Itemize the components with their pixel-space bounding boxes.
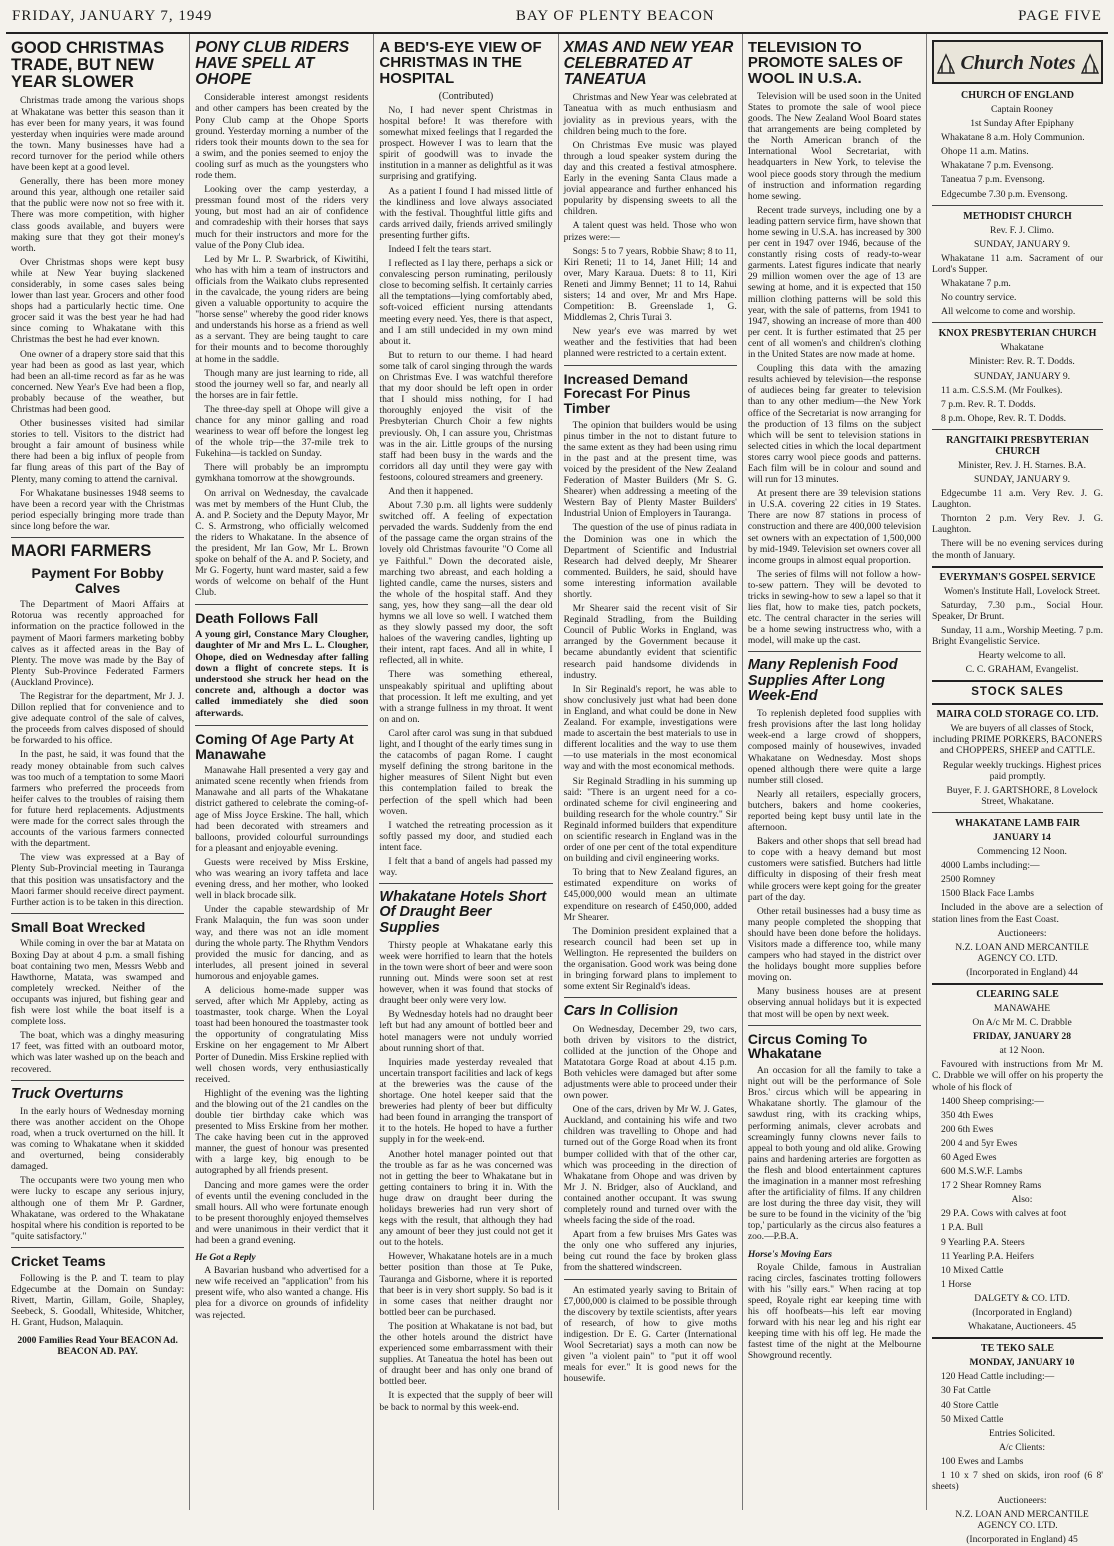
article-paragraph: Inquiries made yesterday revealed that uncertain transport facilities and lack of kegs at the breweries was the cause of the shortage. One hotel keeper said that the breweries had plenty of beer but difficulty had been found in arranging the transport of it to the hotels. He hoped to have a further supply in for the week-end. — [379, 1056, 553, 1146]
article-paragraph: Considerable interest amongst residents and other campers has been created by the Pony Club camp at the Ohope Sports ground. Yesterday morning a number of the riders took their mounts down to the sea for a swim, and the ponies seemed to enjoy the cooling surf as much as the youngsters who rode them. — [195, 92, 369, 182]
article-paragraph: Manawahe Hall presented a very gay and animated scene recently when friends from Manawahe and all parts of the Whakatane district gathered to celebrate the coming-of-age of Miss Joyce Erskine. The hall, which had been decorated with streamers and balloons, provided colourful surroundings for a pleasant and enjoyable evening. — [195, 765, 369, 854]
article-paragraph: The Department of Maori Affairs at Rotorua was recently approached for information on the practice followed in the payment of Maori farmers marketing bobby calves as it affected areas in the Bay of Plenty. The move was made by the Bay of Plenty Sub-Province Federated Farmers (Auckland Province). — [11, 599, 185, 688]
ad-line: We are buyers of all classes of Stock, including PRIME PORKERS, BACONERS and CHOPPERS, SHEEP and CATTLE. — [932, 723, 1103, 757]
column-3 — [374, 34, 558, 1510]
service-line: There will be no evening services during the month of January. — [932, 538, 1104, 561]
service-line: Ohope 11 a.m. Matins. — [941, 146, 1029, 158]
clearing-sale-time: at 12 Noon. — [999, 1045, 1045, 1057]
divider — [932, 680, 1103, 682]
ad-line: 200 6th Ewes — [941, 1123, 994, 1135]
article-paragraph: The Registrar for the department, Mr J. J. Dillon replied that for convenience and to give adequate control of the sale of calves, the proceeds from calves disposed of should be forwarded to his office. — [11, 691, 185, 747]
article-paragraph: There will probably be an impromptu gymkhana tomorrow at the showgrounds. — [195, 462, 369, 485]
service-line: Women's Institute Hall, Lovelock Street. — [944, 585, 1101, 597]
divider — [932, 812, 1103, 813]
article-paragraph: However, Whakatane hotels are in a much better position than those at Te Puke, Tauranga and Gisborne, where it is reported that beer is in very short supply. So bad is it in some cases that neither draught nor bottled beer can be purchased. — [379, 1251, 553, 1318]
article-paragraph: The three-day spell at Ohope will give a chance for any minor galling and road weariness to wear off before the longest leg of the whole trip—the 37-mile trek to Fukehina—is tackled on Sunday. — [195, 403, 369, 460]
divider — [564, 1279, 737, 1280]
article-paragraph: Nearly all retailers, especially grocers, butchers, bakers and home cookeries, reported being kept busy until late in the afternoon. — [747, 788, 922, 834]
article-paragraph: I felt that a band of angels had passed my way. — [379, 855, 553, 879]
knox-heading: KNOX PRESBYTERIAN CHURCH — [938, 328, 1097, 340]
article-paragraph: The Dominion president explained that a research council had been set up in Wellington. He represented the builders on the organisation. Good work was being done in bringing forward plans to implement to some extent Sir Reginald's ideas. — [563, 925, 737, 993]
lamb-fair-ad — [932, 860, 1103, 978]
column-5 — [743, 34, 927, 1510]
divider — [195, 725, 368, 726]
ad-line: Buyer, F. J. GARTSHORE, 8 Lovelock Street, Whakatane. — [946, 784, 1098, 807]
ad-line: 40 Store Cattle — [941, 1399, 999, 1411]
byline: (Contributed) — [438, 90, 494, 102]
service-line: No country service. — [941, 292, 1017, 304]
article-paragraph: Highlight of the evening was the lighting and the blowing out of the 21 candles on the double tier birthday cake which was presented to Miss Erskine from her mother. The cake having been cut in the approved manner, the guest of honour was presented with a large key, big enough to be autographed by all friends present. — [195, 1087, 369, 1177]
te-teko-sale-date: MONDAY, JANUARY 10 — [969, 1357, 1075, 1369]
ad-line: 29 P.A. Cows with calves at foot — [941, 1208, 1067, 1220]
ad-line: Regular weekly truckings. Highest prices paid promptly. — [942, 759, 1102, 782]
service-line: SUNDAY, JANUARY 9. — [973, 370, 1071, 382]
columns — [6, 34, 1108, 1546]
column-1 — [6, 34, 190, 1510]
clearing-sale-date: FRIDAY, JANUARY 28 — [973, 1031, 1072, 1043]
clearing-sale-sub: On A/c Mr M. C. Drabble — [972, 1017, 1072, 1029]
te-teko-sale-ad — [932, 1371, 1103, 1545]
divider — [748, 651, 921, 652]
article-paragraph: The view was expressed at a Bay of Plenty Sub-Provincial meeting in Tauranga that this position was unsatisfactory and the Maori farmer should receive direct payment. Further action is to be taken in this direction. — [11, 852, 185, 908]
column-church-notes — [927, 34, 1108, 1546]
service-line: SUNDAY, JANUARY 9. — [973, 473, 1071, 485]
ad-line: (Incorporated in England) — [972, 1307, 1072, 1319]
divider — [932, 703, 1103, 705]
clearing-sale-title: CLEARING SALE — [976, 988, 1059, 1000]
divider — [379, 883, 552, 884]
headline-xmas-taneatua: XMAS AND NEW YEAR CELEBRATED AT TANEATUA — [563, 39, 734, 88]
lamb-fair-time: Commencing 12 Noon. — [977, 846, 1067, 858]
stock-sales-heading: STOCK SALES — [971, 686, 1064, 699]
divider — [932, 983, 1103, 985]
article-paragraph: Christmas trade among the various shops at Whakatane was better this season than it has ever been for many years, it was found yesterday when inquiries were made around the town. Many businesses have had a record turnover for the period while others have been kept at a good level. — [11, 95, 185, 174]
headline-hotels-beer: Whakatane Hotels Short Of Draught Beer Supplies — [379, 889, 547, 936]
headline-maori-farmers: MAORI FARMERS — [11, 542, 152, 561]
article-paragraph: Following is the P. and T. team to play Edgecumbe at the Domain on Sunday: Rivett, Martin, Gillam, Goile, Shapley, Seebeck, S. Goodall, Whiteside, Whitcher, H. Grant, Hudson, Malaquin. — [11, 1272, 185, 1328]
service-line: Whakatane 11 a.m. Sacrament of our Lord's Supper. — [932, 252, 1104, 275]
rangitaiki-services — [932, 460, 1103, 561]
cold-storage-ad — [932, 723, 1103, 807]
ad-line: 100 Ewes and Lambs — [941, 1455, 1024, 1467]
article-paragraph: On Wednesday, December 29, two cars, both driven by visitors to the district, collided at the junction of the Ohope and Matatotara Gorge Road at about 4.15 p.m. Both vehicles were damaged but after some adjustments were able to proceed under their own power. — [563, 1023, 737, 1102]
article-paragraph: As a patient I found I had missed little of the kindliness and love always associated with the festival. Thoughtful little gifts and cards arrived daily, friends arrived smilingly presenting further gifts. — [379, 185, 553, 241]
article-paragraph: Many business houses are at present observing annual holidays but it is expected that most will be open by next week. — [747, 986, 922, 1020]
article-paragraph: One of the cars, driven by Mr W. J. Gates, Auckland, and containing his wife and two children was travelling to Ohope and had turned out of the Gorge Road when its front bumper collided with that of the other car, which was proceeding in the direction of Whakatane from Ohope and was driven by Mr J. N. Bridger, also of Auckland, and contained another occupant. It was swung completely round and turned over with the wheels facing the side of the road. — [563, 1104, 737, 1227]
headline-cars-in-collision: Cars In Collision — [563, 1003, 679, 1020]
article-paragraph: No, I had never spent Christmas in hospital before! It was therefore with somewhat mixed feelings that I regarded the prospect. However I was to learn that the spirit of goodwill was to invade the institution in a manner as delightful as it was surprising and gratifying. — [379, 104, 553, 183]
ad-line: 50 Mixed Cattle — [941, 1413, 1004, 1425]
article-paragraph: About 7.30 p.m. all lights were suddenly switched off. A feeling of expectation pervaded the wards. Suddenly from the end of the passage came the organ strains of the lovely old Christmas favourite "O Come all ye Faithful." Down the decorated aisle, marching two abreast, and each holding a lighted candle, came the nurses, sisters and the whole of the hospital staff. And they sang, yes, how they sang—all the dear old hymns we all love so well. I watched them as they slowly passed my door, the soft haloes of the wavering candles, lighting up their intent, rapt faces. And all in white, I reflected, all in white. — [379, 500, 553, 667]
church-notes-title: Church Notes — [960, 52, 1076, 74]
column-2 — [190, 34, 374, 1510]
knox-location: Whakatane — [1000, 342, 1044, 354]
ad-line: 120 Head Cattle including:— — [941, 1371, 1055, 1383]
article-paragraph: A Bavarian husband who advertised for a new wife received an "application" from his present wife, who also wanted a change. His plea for a divorce on grounds of infidelity was rejected. — [195, 1265, 369, 1321]
article-paragraph: In Sir Reginald's report, he was able to show conclusively just what had been done in England, and what could be done in New Zealand. For example, investigations were made to ascertain the best materials to use in different localities and the way to use them—to use materials in the most economical way and with the most economical methods. — [563, 683, 737, 773]
article-paragraph: Though many are just learning to ride, all stood the journey well so far, and nearly all the horses are in fair fettle. — [195, 367, 369, 401]
article-paragraph: At present there are 39 television stations in U.S.A. covering 22 cities in 19 States. There are now 87 stations in process of construction and there are 400,000 television set owners with an expectation of 1,500,000 by mid-1949. Television set owners cover all income groups in almost equal proportion. — [747, 488, 922, 566]
rangitaiki-heading: RANGITAIKI PRESBYTERIAN CHURCH — [946, 434, 1089, 457]
column-4 — [559, 34, 743, 1510]
methodist-heading: METHODIST CHURCH — [963, 210, 1072, 222]
article-paragraph: The position at Whakatane is not bad, but the other hotels around the district have experienced some embarrassment with their supplies. At Taneatua the hotel has been out of draught beer and has only one brand of bottled beer. — [379, 1320, 553, 1388]
service-line: Taneatua 7 p.m. Evensong. — [941, 174, 1045, 186]
masthead — [6, 6, 1108, 34]
ad-line: A/c Clients: — [998, 1441, 1046, 1453]
article-paragraph: Television will be used soon in the United States to promote the sale of wool piece goods. The New Zealand Wool Board states that arrangements are being completed by the North American branch of the International Wool Secretariat, with headquarters in New York, to televise the wool piece goods story through the medium of instruction and information regarding home sewing. — [747, 90, 922, 202]
article-paragraph: There was something ethereal, unspeakably spiritual and uplifting about that procession. It left me exulting, and yet with a strange fullness in my throat. It went on and on. — [379, 669, 553, 725]
service-line: C. C. GRAHAM, Evangelist. — [965, 664, 1079, 676]
ad-line: 1 Horse — [941, 1278, 972, 1290]
service-line: Minister, Rev. J. H. Starnes. B.A. — [958, 459, 1086, 471]
ad-line: 200 4 and 5yr Ewes — [941, 1137, 1018, 1149]
subheadline-bobby-calves: Payment For Bobby Calves — [31, 564, 164, 596]
masthead-title: BAY OF PLENTY BEACON — [515, 8, 715, 24]
ad-line: (Incorporated in England) 44 — [966, 966, 1078, 978]
article-paragraph: Sir Reginald Stradling in his summing up said: "There is an urgent need for a co-ordinated scheme for civil engineering and building research for the whole country." Sir Reginald informed builders that expenditure on scientific research in England was in the order of one per cent of the total expenditure on building and civil engineering works. — [563, 775, 737, 865]
everyman-heading: EVERYMAN'S GOSPEL SERVICE — [939, 571, 1096, 583]
divider — [564, 365, 737, 366]
clearing-sale-ad — [932, 1059, 1103, 1332]
service-line: Rev. F. J. Climo. — [990, 224, 1054, 236]
article-paragraph: The boat, which was a dinghy measuring 17 feet, was fitted with an outboard motor, which was later washed up on the beach and recovered. — [11, 1030, 185, 1075]
ad-line: 10 Mixed Cattle — [941, 1264, 1004, 1276]
divider — [195, 604, 368, 605]
headline-coming-of-age: Coming Of Age Party At Manawahe — [195, 730, 354, 762]
service-line: 1st Sunday After Epiphany — [970, 118, 1074, 130]
ad-line: Auctioneers: — [997, 1495, 1047, 1507]
cold-storage-ad-title: MAIRA COLD STORAGE CO. LTD. — [936, 709, 1099, 721]
ad-line: 600 M.S.W.F. Lambs — [941, 1166, 1023, 1178]
article-paragraph: To bring that to New Zealand figures, an estimated expenditure on works of £45,000,000 would mean an ultimate expenditure on research of £450,000, added Mr Shearer. — [563, 867, 737, 923]
ad-line: DALGETY & CO. LTD. — [974, 1292, 1070, 1304]
service-line: Minister: Rev. R. T. Dodds. — [969, 356, 1075, 368]
ad-line: 1 P.A. Bull — [941, 1222, 984, 1234]
ad-line: 30 Fat Cattle — [941, 1385, 991, 1397]
headline-circus-coming: Circus Coming To Whakatane — [747, 1030, 868, 1062]
article-paragraph: An occasion for all the family to take a night out will be the performance of Sole Bros.' circus which will be appearing in Whakatane shortly. The glamour of the sawdust ring, with its cracking whips, performing animals, clever acrobats and screamingly funny clowns never fails to appeal to both young and old alike. Growing pains and hardening arteries are forgotten as the flesh and blood entertainment captures the imagination in a manner most refreshing after the artificiality of films. If any children are lost during the three day visit, they will be sure to be found in the vicinity of the 'big top,' particularly as the circus also features a zoo.—P.B.A. — [747, 1065, 922, 1243]
divider — [932, 205, 1103, 206]
ad-line: Included in the above are a selection of station lines from the East Coast. — [932, 902, 1104, 925]
article-paragraph: I reflected as I lay there, perhaps a sick or convalescing person ruminating, perilously close to becoming selfish. It certainly carries all the temptations—lying comfortably abed, soft-voiced efficient nursing attendants meeting every need. Yes, there is that aspect, and I am still undecided in my own mind about it. — [379, 258, 553, 347]
service-line: Captain Rooney — [990, 104, 1054, 115]
knox-services — [932, 356, 1103, 423]
service-line: 7 p.m. Rev. R. T. Dodds. — [941, 398, 1036, 410]
article-paragraph: Generally, there has been more money around this year, although one retailer said that the public were now not so free with it. There was more competition, with higher class goods available, and buyers were making sure that they got their money's worth. — [11, 176, 185, 254]
church-of-england-heading: CHURCH OF ENGLAND — [961, 90, 1074, 101]
church-banner-ornament-icon — [934, 45, 1102, 79]
ad-line: N.Z. LOAN AND MERCANTILE AGENCY CO. LTD. — [955, 941, 1089, 964]
headline-television-wool: TELEVISION TO PROMOTE SALES OF WOOL IN U.S.A. — [747, 39, 903, 87]
headline-pony-club: PONY CLUB RIDERS HAVE SPELL AT OHOPE — [195, 39, 350, 88]
church-notes-banner — [932, 40, 1103, 84]
service-line: SUNDAY, JANUARY 9. — [973, 238, 1071, 250]
article-paragraph: Mr Shearer said the recent visit of Sir Reginald Stradling, from the Building Council of Public Works in England, was arranged by the Government because it became abundantly evident that scientific research paid handsome dividends in industry. — [563, 603, 737, 681]
ad-line: Entries Solicited. — [988, 1427, 1056, 1439]
everyman-services — [932, 586, 1103, 676]
clearing-sale-place: MANAWAHE — [993, 1002, 1051, 1014]
service-line: Whakatane 8 a.m. Holy Communion. — [941, 132, 1085, 144]
headline-food-supplies: Many Replenish Food Supplies After Long Week-End — [747, 657, 898, 704]
headline-small-boat: Small Boat Wrecked — [11, 918, 146, 935]
headline-truck-overturns: Truck Overturns — [11, 1085, 124, 1102]
article-paragraph: Another hotel manager pointed out that the trouble as far as he was concerned was not in getting the beer to Whakatane but in getting containers to bring it in. With the huge draw on draught beer during the holidays breweries had run very short of kegs with the result, that although they had any amount of beer they just could not get it out to the hotels. — [379, 1148, 553, 1249]
ad-line: N.Z. LOAN AND MERCANTILE AGENCY CO. LTD. — [955, 1509, 1089, 1532]
headline-bed-eye-view: A BED'S-EYE VIEW OF CHRISTMAS IN THE HOSPITAL — [379, 39, 542, 87]
headline-death-follows-fall: Death Follows Fall — [195, 609, 319, 626]
ad-line: 1500 Black Face Lambs — [941, 888, 1034, 900]
lamb-fair-title: WHAKATANE LAMB FAIR — [955, 817, 1081, 829]
ad-line: Auctioneers: — [997, 927, 1047, 939]
article-paragraph: Led by Mr L. P. Swarbrick, of Kiwitihi, who has with him a team of instructors and officials from the Waikato clubs represented in the cavalcade, the young riders are being given a valuable opportunity to acquire the "horse sense" whereby the good rider knows and understands his horse as a friend as well as a servant. They are being taught to care for their mounts and to become thoroughly at home in the saddle. — [195, 253, 369, 365]
headline-cricket-teams: Cricket Teams — [11, 1252, 106, 1269]
article-paragraph: Other businesses visited had similar stories to tell. Visitors to the district had brought a fair amount of business while there had been a big influx of people from far flung areas of this part of the Bay of Plenty, many coming to attend the carnival. — [11, 418, 185, 485]
article-paragraph: It is expected that the supply of beer will be back to normal by this week-end. — [379, 1390, 553, 1413]
article-paragraph: A talent quest was held. Those who won prizes were:— — [563, 220, 737, 243]
divider — [11, 537, 184, 538]
divider — [11, 1080, 184, 1081]
article-paragraph: In the past, he said, it was found that the ready money obtainable from such calves was too much of a temptation to some Maori farmers who preferred the proceeds from heifer calves to the troubles of raising them for future herd replacements. Adjustments were made for the correct sales through the accounts of the various farmers connected with the department. — [11, 749, 185, 850]
te-teko-sale-title: TE TEKO SALE — [980, 1343, 1055, 1355]
service-line: Saturday, 7.30 p.m., Social Hour. Speaker, Dr Brunt. — [932, 599, 1104, 622]
service-line: Whakatane 7 p.m. Evensong. — [941, 160, 1054, 172]
article-paragraph: Recent trade surveys, including one by a leading pattern service firm, have shown that home sewing in U.S.A. has increased by 300 per cent in 1947 over 1946, because of the constantly rising costs of ready-to-wear garments. Latest figures indicate that nearly 29 million women over the age of 13 are sewing at home, and it is expected that 150 million clothing patterns will be sold this year, with the sale of patterns, from 1941 to 1947, showing an increase of more than 400 per cent. It is further estimated that 25 per cent of all women's and children's clothing in the United States are now made at home. — [747, 204, 922, 361]
article-paragraph: For Whakatane businesses 1948 seems to have been a record year with the Christmas period especially bringing more trade than since long before the war. — [11, 487, 185, 532]
headline-christmas-trade: GOOD CHRISTMAS TRADE, BUT NEW YEAR SLOWER — [11, 39, 165, 91]
ad-line: 9 Yearling P.A. Steers — [941, 1236, 1025, 1248]
article-paragraph: Carol after carol was sung in that subdued light, and I thought of the early times sung in the catacombs of pagan Rome. I caught myself defining the strong baritone in the higher measures of Silent Night but even this contemplation failed to break the perfection of the spell which had been woven. — [379, 727, 553, 817]
service-line: Thornton 2 p.m. Very Rev. J. G. Laughton. — [932, 513, 1104, 536]
article-paragraph: Looking over the camp yesterday, a pressman found most of the riders very young, but most had an air of confidence and comradeship with their horses that says much for their instructors and more for the value of the Pony Club idea. — [195, 184, 369, 251]
article-paragraph: The question of the use of pinus radiata in the Dominion was one in which the Department of Scientific and Industrial Research had delved deeply, Mr Shearer commented. Builders, he said, should have some interesting information available shortly. — [563, 522, 737, 601]
ad-line: 1 10 x 7 shed on skids, iron roof (6 8' sheets) — [932, 1469, 1104, 1493]
ad-line: 4000 Lambs including:— — [941, 860, 1040, 872]
article-paragraph: Coupling this data with the amazing results achieved by television—the response of audieces being far greater to television than to any other medium—the New York office of the Secretariat is now arranging for the production of 13 films on the subject which will be sent to television stations in selected cities in which the local department stores carry wool piece goods and patterns. Each film will be in colour and sound and will run for 13 minutes. — [747, 363, 922, 486]
ad-line: 11 Yearling P.A. Heifers — [941, 1250, 1034, 1262]
article-paragraph: Under the capable stewardship of Mr Frank Malaquin, the fun was soon under way, and there was not an idle moment during the whole party. The Rhythm Vendors provided the music for dancing, and as interludes, all present joined in several humorous and enjoyable games. — [195, 904, 369, 982]
article-paragraph: On arrival on Wednesday, the cavalcade was met by members of the Hunt Club, the A. and P. Society and the Deputy Mayor, Mr C. S. Armstrong, who officially welcomed the riders to Whakatane. In the absence of the president, Mr Ian Gow, Mr L. Brown spoke on behalf of the A. and P. Society, and Mr G. Fogerty, hunt ward master, said a few words of welcome on behalf of the Hunt Club. — [195, 487, 369, 599]
article-paragraph: I watched the retreating procession as it softly passed my door, and studied each intent face. — [379, 819, 553, 853]
divider — [932, 1337, 1103, 1339]
divider — [748, 1025, 921, 1026]
news-brief-bold: A young girl, Constance Mary Clougher, daughter of Mr and Mrs L. L. Clougher, Ohope, died on Wednesday after falling down a flight of concrete steps. It is understood she struck her head on the concrete and, although a doctor was called immediately she died soon afterwards. — [195, 629, 369, 719]
article-paragraph: Other retail businesses had a busy time as many people completed the shopping that should have been done before the holidays. Visitors made a difference too, while many campers who had stayed in the district over the holidays bought more supplies before moving on. — [747, 905, 922, 984]
service-line: Whakatane 7 p.m. — [941, 278, 1011, 290]
article-paragraph: Christmas and New Year was celebrated at Taneatua with as much enthusiasm and joviality as in previous years, with the children being much to the fore. — [563, 92, 737, 137]
beacon-ad: 2000 Families Read Your BEACON Ad. BEACON AD. PAY. — [17, 1336, 178, 1358]
ad-line: 350 4th Ewes — [941, 1109, 994, 1121]
article-paragraph: Over Christmas shops were kept busy while at New Year buying slackened considerably, in some cases sales being lower than last year. Grocers and other food shops had a particularly hectic time. One grocer said it was the best year he had had since coming to Whakatane with this Christmas the best he had ever known. — [11, 256, 185, 346]
article-paragraph: To replenish depleted food supplies with fresh provisions after the last long holiday week-end a large crowd of shoppers, composed mainly of housewives, invaded Whakatane on Wednesday. Most shops opened although there were quite a large number still closed. — [747, 708, 922, 786]
service-line: Hearty welcome to all. — [978, 650, 1066, 662]
article-paragraph: And then it happened. — [388, 485, 474, 497]
church-of-england-services — [932, 104, 1103, 200]
article-paragraph: Dancing and more games were the order of events until the evening concluded in the small hours. All who were fortunate enough to be present thoroughly enjoyed themselves and were unanimous in their verdict that it had been a grand evening. — [195, 1179, 369, 1247]
ad-line: Whakatane, Auctioneers. 45 — [967, 1321, 1077, 1333]
service-line: 11 a.m. C.S.S.M. (Mr Foulkes). — [941, 384, 1063, 396]
lamb-fair-date: JANUARY 14 — [993, 831, 1051, 843]
article-paragraph: Apart from a few bruises Mrs Gates was the only one who suffered any injuries, being cut round the face by broken glass from the shattered windscreen. — [563, 1229, 737, 1274]
headline-he-got-a-reply: He Got a Reply — [195, 1252, 256, 1264]
article-paragraph: Guests were received by Miss Erskine, who was wearing an ivory taffeta and lace evening dress, and her mother, who looked well in black brocade silk. — [195, 856, 369, 902]
article-paragraph: Songs: 5 to 7 years, Robbie Shaw; 8 to 11, Kiri Reneti; 11 to 14, Janet Hill; 14 and over, Mary Karaua. Duets: 8 to 11, Kiri Reneti and Jimmy Bennet; 11 to 14, Rahui sisters; 14 and over, Mr and Mrs Hape. Competition: B. Greenslade 1, G. Middlemas 2, Chris Turai 3. — [563, 245, 737, 324]
article-paragraph: Indeed I felt the tears start. — [388, 244, 492, 256]
ad-line: 17 2 Shear Romney Rams — [941, 1180, 1042, 1192]
service-line: Edgecumbe 7.30 p.m. Evensong. — [941, 188, 1068, 200]
ad-line: Favoured with instructions from Mr M. C. Drabble we will offer on his property the whole of his flock of — [932, 1059, 1104, 1093]
article-paragraph: While coming in over the bar at Matata on Boxing Day at about 4 p.m. a small fishing boat containing two men, Messrs Webb and Hawthorne, Matata, was swamped and completely wrecked. Neither of the occupants was injured, but fishing gear and fish were lost while the boat itself is a complete loss. — [11, 938, 185, 1028]
divider — [932, 566, 1103, 568]
article-paragraph: The series of films will not follow a how-to-sew pattern. They will be devoted to tricks in sewing-how to sew a lapel so that it lies flat, how to make ties, patch pockets, etc. The central character in the series will be a home sewing instructress who, with a model, will make up the cast. — [747, 568, 922, 647]
ad-line: 2500 Romney — [941, 874, 996, 886]
divider — [932, 429, 1103, 430]
article-paragraph: On Christmas Eve music was played through a loud speaker system during the day and this created a festival atmosphere. Early in the evening Santa Claus made a jovial appearance and further enhanced his popularity by dispensing sweets to all the children. — [563, 139, 737, 218]
service-line: Edgecumbe 11 a.m. Very Rev. J. G. Laughton. — [932, 488, 1104, 511]
article-paragraph: Thirsty people at Whakatane early this week were horrified to learn that the hotels in the town were short of beer and were soon running out. Minds were soon set at rest however, when it was found that stocks of draught beer only were very low. — [379, 939, 553, 1007]
divider — [932, 322, 1103, 323]
methodist-services — [932, 225, 1103, 318]
article-paragraph: But to return to our theme. I had heard some talk of carol singing through the wards on Christmas Eve. I was watchful therefore that my door should be left open in order that I should miss nothing, for I had thoroughly enjoyed the visit of the Presbyterian Church Choir a few nights previously. Oh, I can assure you, Christmas was in the air. Little groups of the nursing staff had been busy in the wards and the corridors all day until they were gay with festoons, coloured streamers and greenery. — [379, 349, 553, 483]
article-paragraph: The opinion that builders would be using pinus timber in the not to distant future to the same extent as they had been using rimu in the past and at the present time, was voiced by the president of the New Zealand Federation of Master Builders (Mr S. G. Shearer) when addressing a meeting of the Western Bay of Plenty Master Builders' Industrial Union of Employers in Tauranga. — [563, 419, 737, 520]
article-paragraph: Bakers and other shops that sell bread had to cope with a heavy demand but most customers were satisfied. Butchers had little difficulty in disposing of their fresh meat while grocers were kept going for the greater part of the day. — [747, 836, 922, 903]
masthead-date: FRIDAY, JANUARY 7, 1949 — [12, 8, 213, 24]
ad-line: 1400 Sheep comprising:— — [941, 1095, 1044, 1107]
ad-line: (Incorporated in England) 45 — [966, 1534, 1078, 1546]
divider — [564, 997, 737, 998]
article-paragraph: One owner of a drapery store said that this year had been as good as last year, which had been an all-time record as far as he was concerned. New Year's Eve had been a flop, probably because of the weather, but Christmas had been good. — [11, 348, 185, 416]
article-paragraph: By Wednesday hotels had no draught beer left but had any amount of bottled beer and hotel managers were not unduly worried about running short of that. — [379, 1009, 553, 1054]
headline-pinus-timber: Increased Demand Forecast For Pinus Timber — [563, 370, 691, 416]
article-paragraph: An estimated yearly saving to Britain of £7,000,000 is claimed to be possible through the discovery by textile scientists, after years of research, of how to give moths indigestion. Dr E. G. Carter (International Wool Secretariat) says a moth can now be given "a violent pain" to "put it off wool meals for ever." It is good news for the housewife. — [563, 1284, 737, 1385]
ad-line: 60 Aged Ewes — [941, 1152, 997, 1163]
masthead-page: PAGE FIVE — [1018, 8, 1102, 24]
service-line: Sunday, 11 a.m., Worship Meeting. 7 p.m. Bright Evangelistic Service. — [932, 624, 1104, 647]
divider — [11, 1247, 184, 1248]
ad-line: Also: — [1011, 1194, 1033, 1206]
article-paragraph: The occupants were two young men who were lucky to escape any serious injury, although one of them Mr P. Gardner, Whakatane, was ordered to the Whakatane hospital where his condition is reported to be "quite satisfactory." — [11, 1175, 185, 1242]
service-line: 8 p.m. Ohope, Rev. R. T. Dodds. — [941, 412, 1067, 424]
article-paragraph: New year's eve was marred by wet weather and the festivities that had been planned were restricted to a certain extent. — [563, 326, 737, 360]
article-paragraph: Royale Childe, famous in Australian racing circles, fascinates trotting followers with his "silly ears." When racing at top speed, Royale right ear keeping time with his off hoofbeats—his left ear moving forward with his near leg and his right ear keeping time with his off leg. He made the fastest time of the night at the Melbourne Showground recently. — [747, 1261, 922, 1362]
divider — [11, 913, 184, 914]
article-paragraph: A delicious home-made supper was served, after which Mr Appleby, acting as toastmaster, took charge. When the Loyal toast had been honoured the toastmaster took the opportunity of congratulating Miss Erskine on her engagement to Mr Albert Porter of Dunedin. Miss Erskine replied with well chosen words, very enthusiastically received. — [195, 984, 369, 1085]
service-line: All welcome to come and worship. — [941, 306, 1076, 318]
headline-horse-ears: Horse's Moving Ears — [747, 1248, 833, 1260]
article-paragraph: In the early hours of Wednesday morning there was another accident on the Ohope road, when a truck overturned on the hill. It was coming to Whakatane when it skidded and overturned, being considerably damaged. — [11, 1105, 185, 1173]
